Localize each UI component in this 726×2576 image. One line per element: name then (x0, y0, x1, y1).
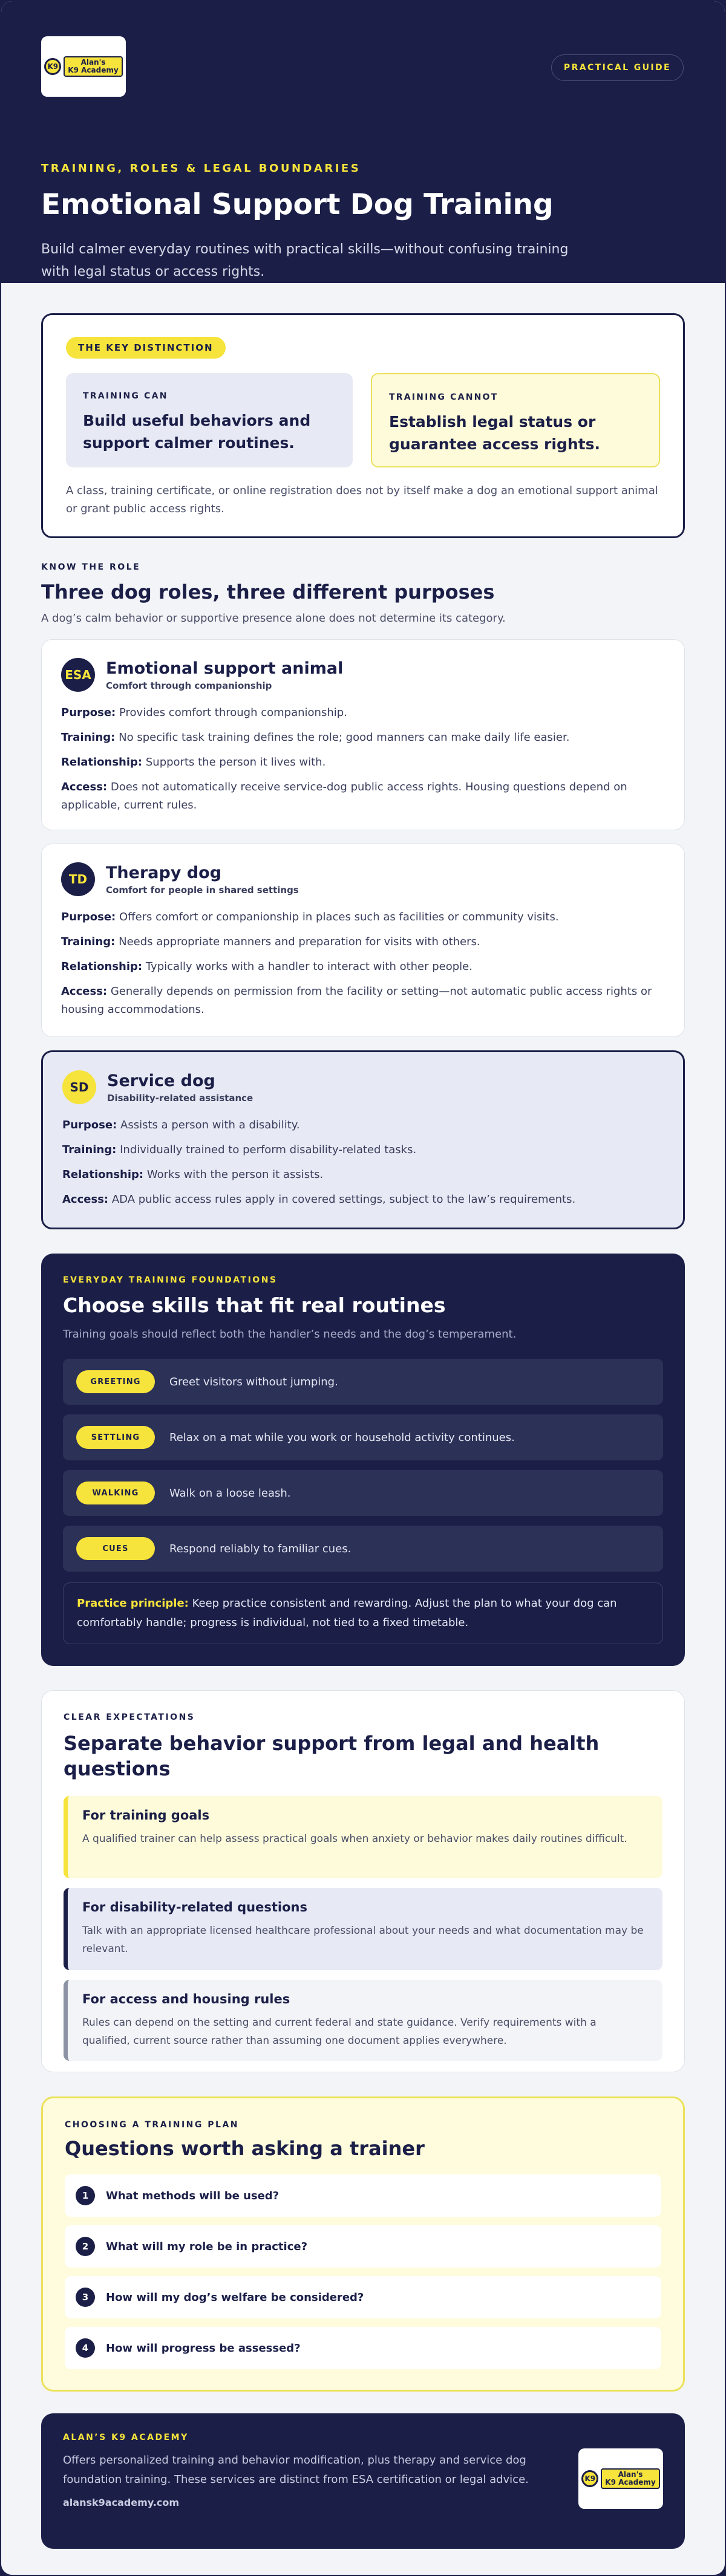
questions-eyebrow: CHOOSING A TRAINING PLAN (65, 2120, 239, 2130)
practice-principle: Practice principle: Keep practice consistent and rewarding. Adjust the plan to what your dog can comfortably handle; progress is individual, not tied to a fixed timetable. (63, 1582, 663, 1644)
role-purpose: Purpose: Provides comfort through companionship. (61, 706, 347, 719)
esa-badge: ESA (61, 658, 95, 692)
role-access: Access: Does not automatically receive service-dog public access rights. Housing questions depend on applicable, current rules. (61, 781, 627, 812)
expectation-disability-questions (64, 1888, 662, 1970)
role-title: Service dog (107, 1071, 215, 1090)
expectation-title: For training goals (82, 1808, 210, 1823)
expectation-text: Rules can depend on the setting and current federal and state guidance. Verify requirements with a qualified, current source rather than assuming one document applies everywhere. (82, 2017, 597, 2047)
role-title: Therapy dog (106, 863, 222, 882)
skill-tag: GREETING (76, 1370, 155, 1393)
roles-description: A dog’s calm behavior or supportive presence alone does not determine its category. (41, 612, 506, 625)
hero-eyebrow: TRAINING, ROLES & LEGAL BOUNDARIES (41, 162, 361, 175)
role-card-service (41, 1050, 685, 1229)
website-link[interactable]: alansk9academy.com (63, 2497, 180, 2508)
skill-tag: SETTLING (76, 1426, 155, 1449)
training-can-text: Build useful behaviors and support calmer routines. (83, 412, 311, 452)
logo-wordmark (64, 56, 122, 76)
skill-text: Respond reliably to familiar cues. (169, 1542, 352, 1555)
expectation-text: A qualified trainer can help assess practical goals when anxiety or behavior makes daily routines difficult. (82, 1833, 627, 1845)
logo-mark (44, 56, 122, 76)
role-card-esa (41, 639, 685, 830)
footer-eyebrow: ALAN’S K9 ACADEMY (63, 2433, 189, 2442)
roles-title: Three dog roles, three different purposes (41, 581, 495, 603)
question-text: What methods will be used? (106, 2189, 280, 2202)
question-item (65, 2174, 661, 2217)
question-number: 1 (76, 2186, 95, 2205)
academy-footer (41, 2413, 685, 2549)
skill-text: Relax on a mat while you work or household activity continues. (169, 1431, 515, 1444)
key-distinction-pill: THE KEY DISTINCTION (66, 337, 226, 359)
skills-title: Choose skills that fit real routines (63, 1293, 446, 1317)
role-access: Access: Generally depends on permission from the facility or setting—not automatic public access rights or housing accommodations. (61, 985, 652, 1016)
skill-item-walking (63, 1470, 663, 1516)
role-card-therapy (41, 844, 685, 1037)
footer-logo (578, 2448, 663, 2509)
role-relationship: Relationship: Supports the person it lives with. (61, 756, 326, 769)
skill-tag: WALKING (76, 1482, 155, 1504)
skill-list (63, 1359, 663, 1572)
skills-eyebrow: EVERYDAY TRAINING FOUNDATIONS (63, 1275, 278, 1285)
roles-eyebrow: KNOW THE ROLE (41, 562, 141, 572)
skill-item-settling (63, 1414, 663, 1460)
logo-mark (581, 2468, 659, 2488)
expectation-training-goals (64, 1796, 662, 1878)
skill-tag: CUES (76, 1537, 155, 1560)
dog-icon: K9 (581, 2470, 598, 2487)
expectations-eyebrow: CLEAR EXPECTATIONS (64, 1712, 195, 1722)
logo-line-1: Alan's (80, 58, 106, 67)
question-number: 2 (76, 2237, 95, 2256)
role-relationship: Relationship: Works with the person it assists. (62, 1168, 324, 1181)
skill-item-cues (63, 1526, 663, 1572)
question-item (65, 2327, 661, 2369)
logo-wordmark (601, 2468, 659, 2488)
footer-description: Offers personalized training and behavior modification, plus therapy and service dog foundation training. These services are distinct from ESA certification or legal advice. (63, 2454, 529, 2486)
academy-logo (41, 36, 126, 97)
role-training: Training: Needs appropriate manners and preparation for visits with others. (61, 935, 480, 948)
expectation-access-housing (64, 1980, 662, 2061)
question-text: How will my dog’s welfare be considered? (106, 2291, 364, 2304)
page-title: Emotional Support Dog Training (41, 188, 554, 221)
expectations-title: Separate behavior support from legal and health questions (64, 1732, 600, 1780)
expectation-title: For access and housing rules (82, 1992, 290, 2006)
expectations-section (41, 1690, 685, 2072)
logo-line-2: K9 Academy (605, 2478, 656, 2487)
key-distinction-card (41, 313, 685, 538)
role-subtitle: Comfort through companionship (106, 680, 272, 691)
role-purpose: Purpose: Assists a person with a disability. (62, 1119, 300, 1131)
practical-guide-badge: PRACTICAL GUIDE (551, 54, 684, 81)
skill-text: Walk on a loose leash. (169, 1486, 291, 1500)
role-access: Access: ADA public access rules apply in covered settings, subject to the law’s requirements. (62, 1193, 576, 1206)
page-subtitle: Build calmer everyday routines with practical skills—without confusing training with legal status or access rights. (41, 242, 569, 279)
question-text: What will my role be in practice? (106, 2240, 308, 2253)
role-training: Training: Individually trained to perform disability-related tasks. (62, 1143, 417, 1156)
training-cannot-text: Establish legal status or guarantee access rights. (389, 413, 600, 453)
logo-line-1: Alan's (618, 2470, 643, 2479)
skills-description: Training goals should reflect both the handler’s needs and the dog’s temperament. (63, 1328, 517, 1341)
training-can-box (66, 373, 353, 467)
questions-title: Questions worth asking a trainer (65, 2137, 425, 2160)
expectation-text: Talk with an appropriate licensed healthcare professional about your needs and what documentation may be relevant. (82, 1925, 644, 1955)
key-distinction-note: A class, training certificate, or online registration does not by itself make a dog an emotional support animal or grant public access rights. (66, 484, 658, 515)
sd-badge: SD (62, 1070, 96, 1104)
training-can-label: TRAINING CAN (83, 391, 168, 401)
question-text: How will progress be assessed? (106, 2341, 301, 2355)
question-item (65, 2276, 661, 2318)
role-purpose: Purpose: Offers comfort or companionship in places such as facilities or community visits. (61, 911, 559, 923)
training-cannot-label: TRAINING CANNOT (389, 392, 499, 402)
logo-line-2: K9 Academy (68, 66, 119, 74)
question-list (65, 2174, 661, 2369)
skills-section (41, 1254, 685, 1666)
expectation-title: For disability-related questions (82, 1900, 307, 1914)
role-subtitle: Disability-related assistance (107, 1092, 253, 1104)
roles-section-header (41, 562, 685, 625)
hero-header (1, 1, 725, 283)
training-cannot-box (371, 373, 660, 467)
skill-item-greeting (63, 1359, 663, 1405)
dog-icon: K9 (44, 58, 61, 75)
role-training: Training: No specific task training defines the role; good manners can make daily life easier. (61, 731, 570, 744)
role-relationship: Relationship: Typically works with a handler to interact with other people. (61, 960, 473, 973)
trainer-questions-section (41, 2096, 685, 2392)
question-number: 3 (76, 2288, 95, 2307)
role-subtitle: Comfort for people in shared settings (106, 884, 299, 896)
question-item (65, 2225, 661, 2268)
skill-text: Greet visitors without jumping. (169, 1375, 338, 1388)
question-number: 4 (76, 2338, 95, 2358)
role-title: Emotional support animal (106, 659, 344, 678)
td-badge: TD (61, 862, 95, 896)
